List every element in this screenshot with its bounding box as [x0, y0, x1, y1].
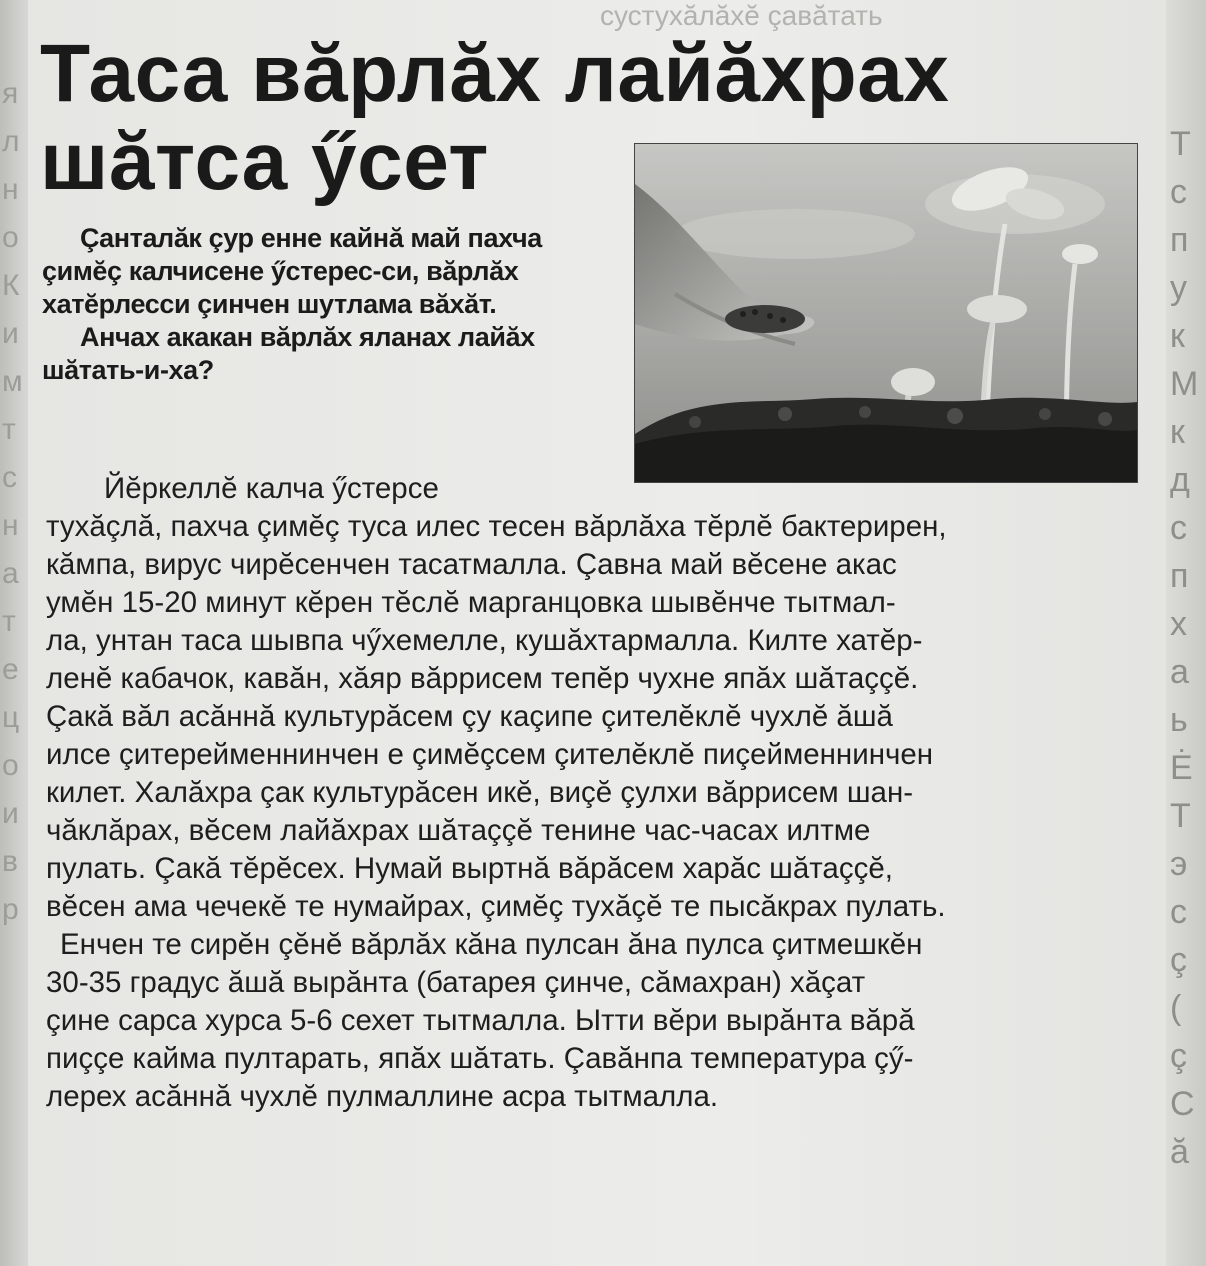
bleed-char: д — [1170, 461, 1190, 499]
body-line: чăклăрах, вĕсем лайăхрах шăтаççĕ тенине час-часах илтме — [46, 814, 871, 847]
lead-paragraph: Анчах акакан вăрлăх яланах лайăх шăтать-и-ха? — [42, 322, 535, 385]
bleed-char: о — [2, 221, 19, 254]
bleed-char: м — [2, 365, 23, 398]
body-line: 30-35 градус ăшă вырăнта (батарея çинче, сăмахран) хăçат — [46, 966, 866, 999]
body-line: лерех асăннă чухлĕ пулмаллине асра тытмалла. — [46, 1080, 719, 1113]
bleed-char: в — [2, 845, 18, 878]
bleed-char: К — [2, 269, 20, 302]
bleed-char: с — [1170, 893, 1187, 931]
bleed-char: к — [1170, 413, 1185, 451]
bleed-char: т — [2, 605, 16, 638]
bleed-char: р — [2, 893, 19, 926]
body-line: тухăçлă, пахча çимĕç туса илес тесен вăрлăха тĕрлĕ бактерирен, — [46, 510, 947, 543]
bleed-char: М — [1170, 365, 1199, 403]
body-line: Йĕркеллĕ калча ӳстерсе — [104, 472, 439, 505]
bleed-char: С — [1170, 1085, 1195, 1123]
article-lead — [42, 222, 587, 387]
bleed-char: ç — [1170, 941, 1187, 979]
body-line: килет. Халăхра çак культурăсен икĕ, виçĕ çулхи вăррисем шан- — [46, 776, 914, 809]
bleed-char: ь — [1170, 701, 1188, 739]
bleed-char: я — [2, 77, 19, 110]
body-line: вĕсен ама чечекĕ те нумайрах, çимĕç тухăçĕ те пысăкрах пулать. — [46, 890, 946, 923]
bleed-char: Т — [1170, 797, 1191, 835]
bleed-char: е — [2, 653, 19, 686]
bleed-char: л — [2, 125, 20, 158]
bleed-through-text-top: сустухăлăхĕ çавăтать — [600, 0, 883, 31]
adjacent-column-left — [2, 70, 28, 970]
bleed-char: э — [1170, 845, 1188, 883]
bleed-char: с — [1170, 173, 1187, 211]
body-line: пиççе кайма пултарать, япăх шăтать. Çавăнпа температура çӳ- — [46, 1042, 914, 1075]
bleed-char: и — [2, 317, 19, 350]
seedlings-illustration — [635, 144, 1137, 482]
seedlings-photo — [634, 143, 1138, 483]
bleed-char: и — [2, 797, 19, 830]
bleed-char: ç — [1170, 1037, 1187, 1075]
body-line: ленĕ кабачок, кавăн, хăяр вăррисем тепĕр чухне япăх шăтаççĕ. — [46, 662, 919, 695]
headline-line-2: шăтса ӳсет — [40, 116, 489, 207]
body-line: Енчен те сирĕн çĕнĕ вăрлăх кăна пулсан ăна пулса çитмешкĕн — [60, 928, 923, 961]
bleed-char: а — [2, 557, 19, 590]
bleed-char: с — [1170, 509, 1187, 547]
bleed-char: ( — [1170, 989, 1182, 1027]
body-line: пулать. Çакă тĕрĕсех. Нумай выртнă вăрăсем харăс шăтаççĕ, — [46, 852, 893, 885]
bleed-char: у — [1170, 269, 1187, 307]
bleed-char: о — [2, 749, 19, 782]
body-line: çине сарса хурса 5-6 сехет тытмалла. Ытти вĕри вырăнта вăрă — [46, 1004, 915, 1037]
article-body — [46, 470, 1141, 1116]
adjacent-column-right — [1170, 120, 1206, 1171]
body-line: илсе çитерейменнинчен е çимĕçсем çителĕклĕ пиçейменнинчен — [46, 738, 934, 771]
bleed-char: х — [1170, 605, 1187, 643]
bleed-char: п — [1170, 221, 1189, 259]
lead-paragraph: Çанталăк çур енне кайнă май пахча çимĕç калчисене ӳстерес-си, вăрлăх хатĕрлесси çинчен шутлама вăхăт. — [42, 223, 542, 319]
bleed-char: с — [2, 461, 17, 494]
body-line: умĕн 15-20 минут кĕрен тĕслĕ марганцовка шывĕнче тытмал- — [46, 586, 896, 619]
bleed-char: ă — [1170, 1133, 1189, 1171]
body-line: ла, унтан таса шывпа чӳхемелле, кушăхтармалла. Килте хатĕр- — [46, 624, 923, 657]
bleed-char: ц — [2, 701, 20, 734]
bleed-char: н — [2, 173, 19, 206]
body-line: кăмпа, вирус чирĕсенчен тасатмалла. Çавна май вĕсене акас — [46, 548, 897, 581]
bleed-char: п — [1170, 557, 1189, 595]
bleed-char: к — [1170, 317, 1185, 355]
bleed-char: а — [1170, 653, 1189, 691]
body-line: Çакă вăл асăннă культурăсем çу каçипе çителĕклĕ чухлĕ ăшă — [46, 700, 893, 733]
headline-line-1: Таса вăрлăх лайăхрах — [40, 28, 950, 119]
bleed-char: н — [2, 509, 19, 542]
bleed-char: т — [2, 413, 16, 446]
bleed-char: Ė — [1170, 749, 1193, 787]
bleed-char: Т — [1170, 125, 1191, 163]
